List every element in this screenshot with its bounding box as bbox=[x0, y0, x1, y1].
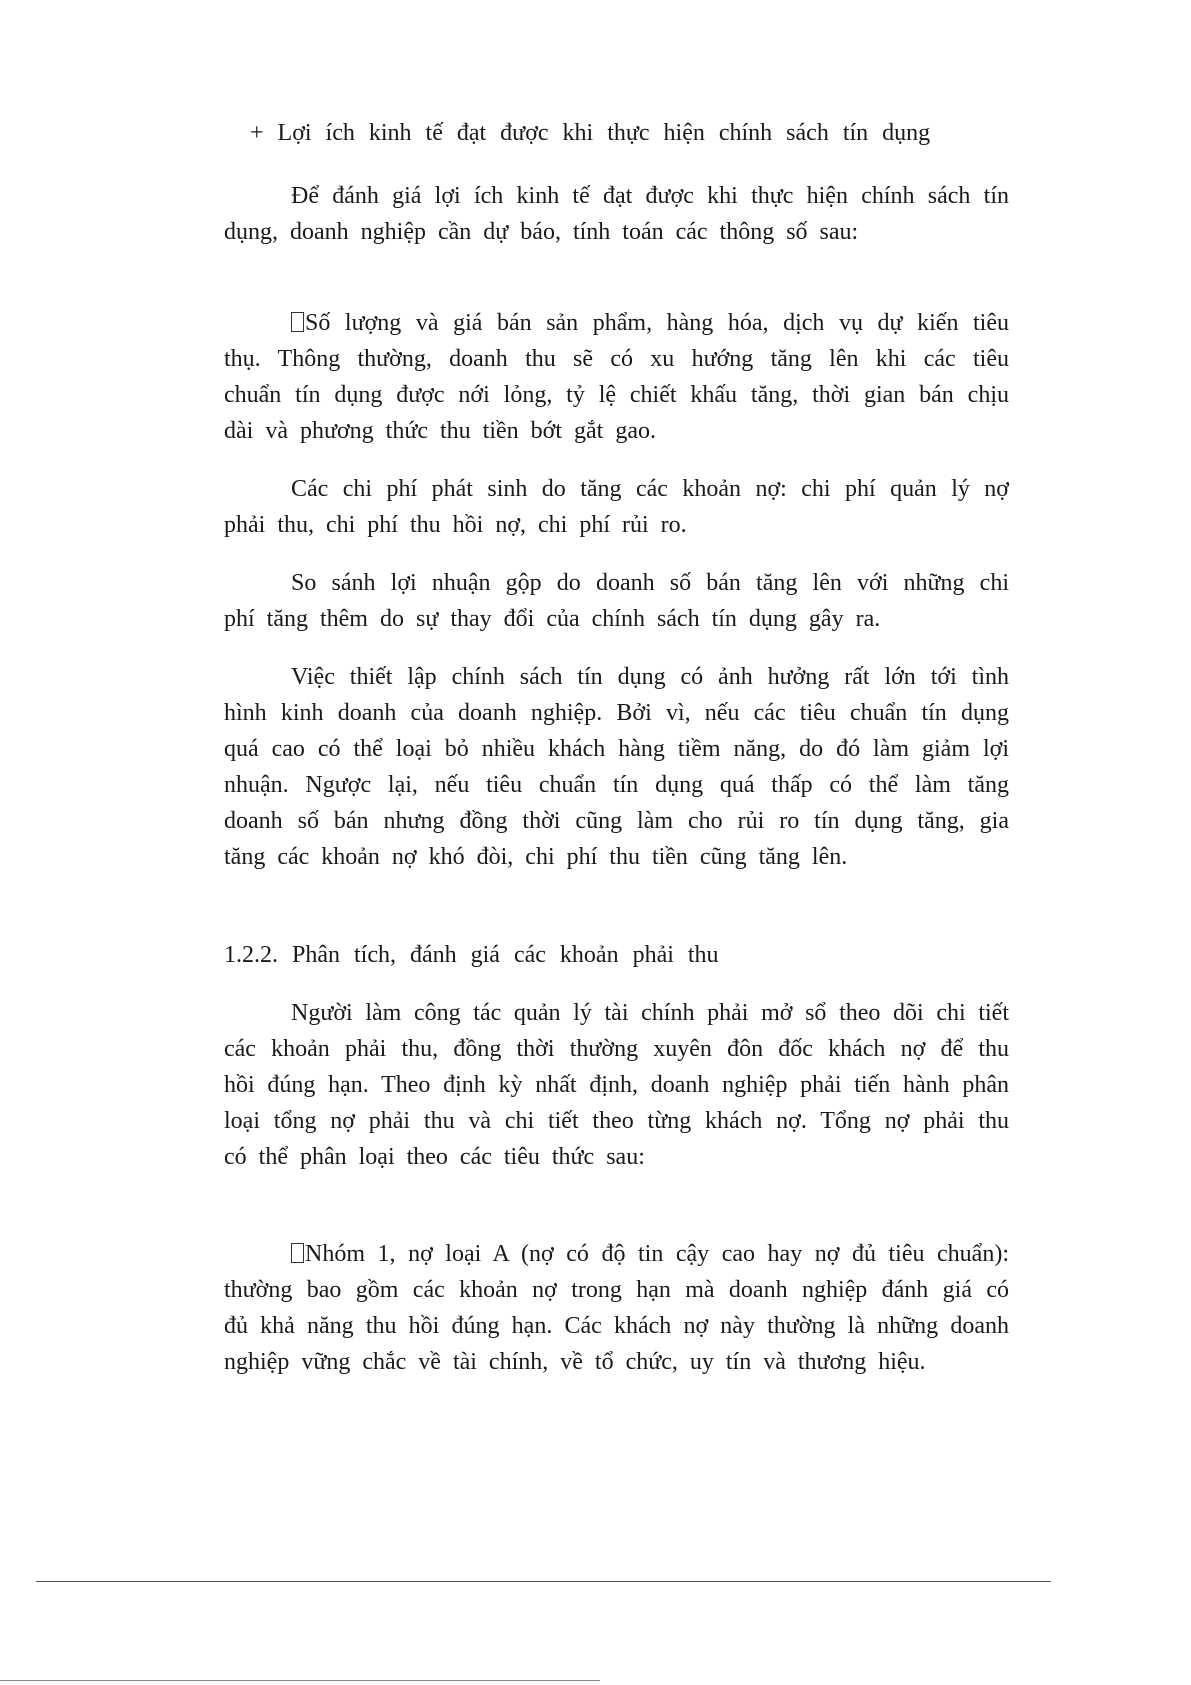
paragraph-debt-costs bbox=[224, 471, 1009, 543]
paragraph-text: Để đánh giá lợi ích kinh tế đạt được khi thực hiện chính sách tín dụng, doanh nghiệp cần dự báo, tính toán các thông số sau: bbox=[224, 183, 1009, 245]
paragraph-sales-volume bbox=[224, 305, 1009, 449]
paragraph-intro bbox=[224, 178, 1009, 250]
paragraph-text: Nhóm 1, nợ loại A (nợ có độ tin cậy cao hay nợ đủ tiêu chuẩn): thường bao gồm các khoản nợ trong hạn mà doanh nghiệp đánh giá có đủ khả năng thu hồi đúng hạn. Các khách nợ này thường là những doanh nghiệp vững chắc về tài chính, về tổ chức, uy tín và thương hiệu. bbox=[224, 1241, 1009, 1375]
paragraph-credit-policy-impact bbox=[224, 659, 1009, 875]
paragraph-text: So sánh lợi nhuận gộp do doanh số bán tăng lên với những chi phí tăng thêm do sự thay đổi của chính sách tín dụng gây ra. bbox=[224, 570, 1009, 632]
footer-divider bbox=[36, 1581, 1051, 1582]
paragraph-text: Người làm công tác quản lý tài chính phải mở sổ theo dõi chi tiết các khoản phải thu, đồng thời thường xuyên đôn đốc khách nợ để thu hồi đúng hạn. Theo định kỳ nhất định, doanh nghiệp phải tiến hành phân loại tổng nợ phải thu và chi tiết theo từng khách nợ. Tổng nợ phải thu có thể phân loại theo các tiêu thức sau: bbox=[224, 1000, 1009, 1170]
paragraph-text: Các chi phí phát sinh do tăng các khoản nợ: chi phí quản lý nợ phải thu, chi phí thu hồi nợ, chi phí rủi ro. bbox=[224, 476, 1009, 538]
bottom-edge-line bbox=[0, 1680, 600, 1681]
missing-glyph-bullet-icon bbox=[291, 1243, 304, 1263]
subsection-title: 1.2.2. Phân tích, đánh giá các khoản phải thu bbox=[224, 942, 719, 968]
missing-glyph-bullet-icon bbox=[291, 312, 304, 332]
paragraph-text: Việc thiết lập chính sách tín dụng có ảnh hưởng rất lớn tới tình hình kinh doanh của doanh nghiệp. Bởi vì, nếu các tiêu chuẩn tín dụng quá cao có thể loại bỏ nhiều khách hàng tiềm năng, do đó làm giảm lợi nhuận. Ngược lại, nếu tiêu chuẩn tín dụng quá thấp có thể làm tăng doanh số bán nhưng đồng thời cũng làm cho rủi ro tín dụng tăng, gia tăng các khoản nợ khó đòi, chi phí thu tiền cũng tăng lên. bbox=[224, 664, 1009, 870]
paragraph-group-1 bbox=[224, 1236, 1009, 1380]
paragraph-comparison bbox=[224, 565, 1009, 637]
paragraph-text: Số lượng và giá bán sản phẩm, hàng hóa, dịch vụ dự kiến tiêu thụ. Thông thường, doanh thu sẽ có xu hướng tăng lên khi các tiêu chuẩn tín dụng được nới lỏng, tỷ lệ chiết khấu tăng, thời gian bán chịu dài và phương thức thu tiền bớt gắt gao. bbox=[224, 310, 1009, 444]
section-heading: + Lợi ích kinh tế đạt được khi thực hiện chính sách tín dụng bbox=[250, 120, 931, 146]
paragraph-receivables-tracking bbox=[224, 995, 1009, 1175]
